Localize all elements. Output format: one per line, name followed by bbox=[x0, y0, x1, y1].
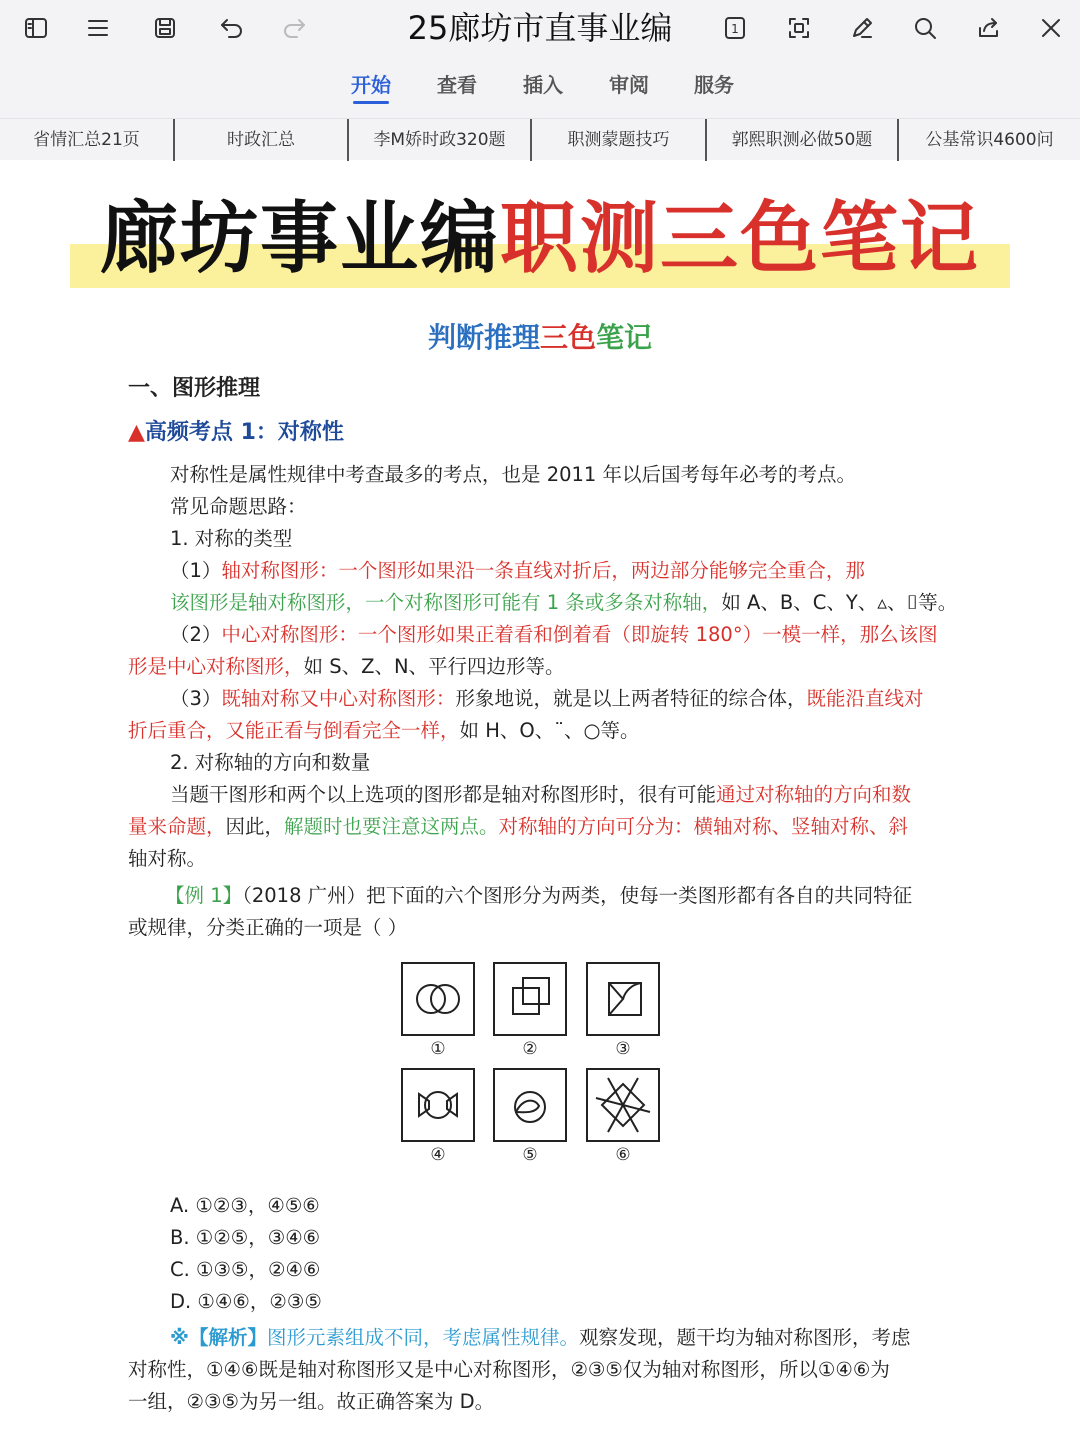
figure-label-4: ④ bbox=[430, 1145, 446, 1165]
subtitle-blue: 判断推理 bbox=[427, 321, 540, 354]
text-span: 量来命题， bbox=[128, 815, 226, 838]
undo-icon[interactable] bbox=[212, 8, 252, 48]
point-title: 高频考点 1：对称性 bbox=[144, 420, 344, 445]
paragraph-line: 轴对称。 bbox=[128, 847, 207, 870]
bookmark-item[interactable]: 时政汇总 bbox=[175, 119, 349, 161]
text-span: 图形元素组成不同，考虑属性规律。 bbox=[266, 1326, 579, 1349]
pen-icon[interactable] bbox=[842, 8, 882, 48]
text-span: 对称轴的方向可分为：横轴对称、竖轴对称、斜 bbox=[498, 815, 909, 838]
text-span: 解题时也要注意这两点。 bbox=[284, 815, 499, 838]
subtitle-green: 笔记 bbox=[596, 321, 653, 354]
bookmark-item[interactable]: 郭熙职测必做50题 bbox=[707, 119, 899, 161]
text-span: 该图形是轴对称图形，一个对称图形可能有 1 条或多条对称轴， bbox=[170, 591, 722, 614]
hero-title-black: 廊坊事业编 bbox=[99, 193, 500, 284]
answer-option-b: B. ①②⑤，③④⑥ bbox=[170, 1226, 321, 1249]
text-span: 折后重合，又能正看与倒看完全一样， bbox=[128, 719, 460, 742]
close-icon[interactable] bbox=[1031, 8, 1071, 48]
triangle-marker: ▲ bbox=[128, 420, 145, 445]
page-count-icon[interactable] bbox=[715, 8, 755, 48]
paragraph-line bbox=[128, 651, 565, 683]
answer-option-d: D. ①④⑥，②③⑤ bbox=[170, 1290, 322, 1313]
text-span: 既轴对称又中心对称图形： bbox=[221, 687, 456, 710]
figure-label-1: ① bbox=[430, 1039, 446, 1059]
answer-option-c: C. ①③⑤，②④⑥ bbox=[170, 1258, 321, 1281]
paragraph-line bbox=[170, 619, 938, 651]
text-span: （2018 广州）把下面的六个图形分为两类，使每一类图形都有各自的共同特征 bbox=[242, 884, 913, 907]
section-subtitle bbox=[0, 318, 1080, 358]
top-toolbar bbox=[0, 0, 1080, 56]
analysis-line bbox=[170, 1322, 911, 1354]
paragraph-line: 常见命题思路： bbox=[170, 495, 307, 518]
text-span: 既能沿直线对 bbox=[806, 687, 924, 710]
document-page bbox=[0, 160, 1080, 1441]
paragraph-line bbox=[170, 779, 911, 811]
text-span: 轴对称图形：一个图形如果沿一条直线对折后，两边部分能够完全重合，那 bbox=[221, 559, 865, 582]
search-icon[interactable] bbox=[905, 8, 945, 48]
redo-icon[interactable] bbox=[274, 8, 314, 48]
text-span: 形是中心对称图形， bbox=[128, 655, 304, 678]
text-span: （2） bbox=[170, 623, 222, 646]
example-tag: 【例 1】 bbox=[165, 884, 243, 907]
analysis-line: 一组，②③⑤为另一组。故正确答案为 D。 bbox=[128, 1390, 495, 1413]
point-heading bbox=[128, 416, 344, 450]
tab-insert[interactable]: 插入 bbox=[523, 73, 563, 97]
paragraph-line: 对称性是属性规律中考查最多的考点，也是 2011 年以后国考每年必考的考点。 bbox=[170, 463, 857, 486]
text-span: 因此， bbox=[225, 815, 285, 838]
text-span: 中心对称图形：一个图形如果正着看和倒着看（即旋转 180°）一模一样，那么该图 bbox=[221, 623, 938, 646]
text-span: 当题干图形和两个以上选项的图形都是轴对称图形时，很有可能 bbox=[170, 783, 717, 806]
figure-box-4 bbox=[401, 1068, 475, 1142]
paragraph-line bbox=[170, 683, 923, 715]
tab-start[interactable]: 开始 bbox=[351, 70, 391, 104]
text-span: 观察发现，题干均为轴对称图形，考虑 bbox=[578, 1326, 911, 1349]
figure-label-2: ② bbox=[522, 1039, 538, 1059]
paragraph-line bbox=[128, 811, 908, 843]
figure-box-6 bbox=[586, 1068, 660, 1142]
paragraph-line: 2. 对称轴的方向和数量 bbox=[170, 751, 371, 774]
bookmark-item[interactable]: 省情汇总21页 bbox=[0, 119, 175, 161]
example-line: 或规律，分类正确的一项是（ ） bbox=[128, 916, 408, 939]
save-icon[interactable] bbox=[145, 8, 185, 48]
text-span: 通过对称轴的方向和数 bbox=[716, 783, 912, 806]
text-span: （3） bbox=[170, 687, 222, 710]
answer-option-a: A. ①②③，④⑤⑥ bbox=[170, 1194, 320, 1217]
figure-box-1 bbox=[401, 962, 475, 1036]
figure-box-3 bbox=[586, 962, 660, 1036]
analysis-mark: ※【解析】 bbox=[170, 1326, 267, 1349]
question-figure bbox=[395, 958, 675, 1172]
paragraph-line bbox=[170, 555, 865, 587]
share-icon[interactable] bbox=[969, 8, 1009, 48]
subtitle-red: 三色 bbox=[539, 321, 596, 354]
bookmark-item[interactable]: 职测蒙题技巧 bbox=[532, 119, 707, 161]
menu-icon[interactable] bbox=[78, 8, 118, 48]
bookmark-item[interactable]: 李M娇时政320题 bbox=[349, 119, 532, 161]
hero-title bbox=[70, 186, 1010, 296]
bookmark-item[interactable]: 公基常识4600问 bbox=[925, 130, 1054, 150]
example-line bbox=[165, 880, 912, 912]
document-title: 25廊坊市直事业编 bbox=[407, 9, 673, 47]
text-span: 如 H、O、¨、○等。 bbox=[459, 719, 640, 742]
analysis-line: 对称性，①④⑥既是轴对称图形又是中心对称图形，②③⑤仅为轴对称图形，所以①④⑥为 bbox=[128, 1358, 890, 1381]
figure-label-6: ⑥ bbox=[615, 1145, 631, 1165]
figure-box-5 bbox=[493, 1068, 567, 1142]
hero-title-red: 职测三色笔记 bbox=[500, 193, 981, 284]
tab-view[interactable]: 查看 bbox=[437, 73, 477, 97]
section-heading: 一、图形推理 bbox=[128, 376, 261, 401]
text-span: 如 S、Z、N、平行四边形等。 bbox=[303, 655, 565, 678]
paragraph-line bbox=[170, 587, 957, 619]
page-count-number: 1 bbox=[731, 22, 739, 36]
bookmark-strip bbox=[0, 118, 1080, 160]
text-span: 形象地说，就是以上两者特征的综合体， bbox=[455, 687, 807, 710]
paragraph-line: 1. 对称的类型 bbox=[170, 527, 293, 550]
fullscreen-icon[interactable] bbox=[779, 8, 819, 48]
tab-service[interactable]: 服务 bbox=[694, 73, 734, 97]
figure-label-3: ③ bbox=[615, 1039, 631, 1059]
figure-box-2 bbox=[493, 962, 567, 1036]
text-span: 如 A、B、C、Y、▵、⌷等。 bbox=[721, 591, 958, 614]
figure-label-5: ⑤ bbox=[522, 1145, 538, 1165]
text-span: （1） bbox=[170, 559, 222, 582]
paragraph-line bbox=[128, 715, 640, 747]
ribbon-tabs bbox=[0, 56, 1080, 118]
sidebar-icon[interactable] bbox=[16, 8, 56, 48]
tab-review[interactable]: 审阅 bbox=[609, 73, 649, 97]
